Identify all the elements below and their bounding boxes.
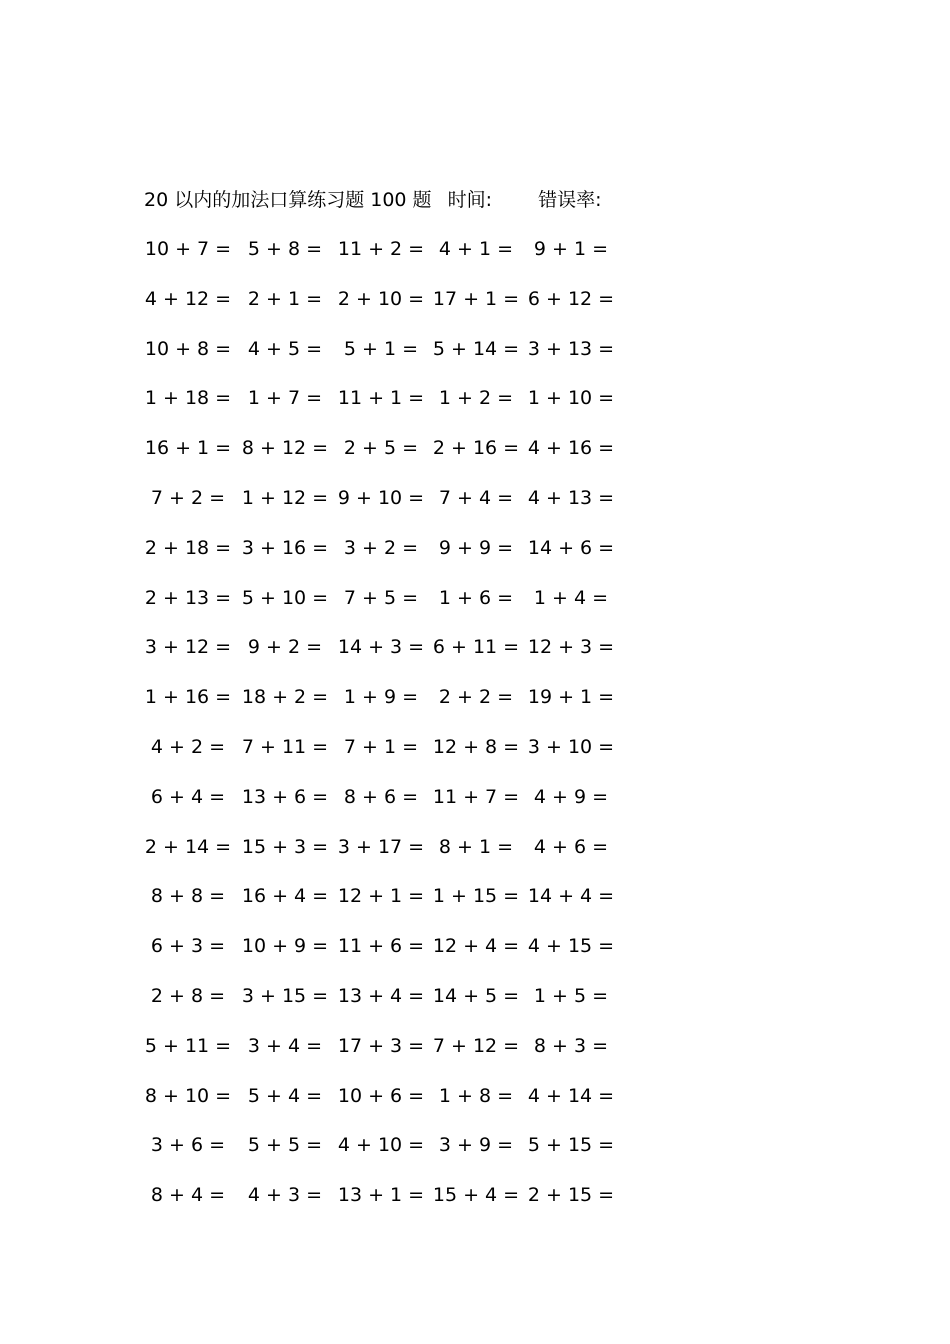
math-problem: 2 + 10 = — [337, 287, 425, 310]
math-problem: 3 + 12 = — [144, 636, 232, 659]
math-problem: 2 + 5 = — [343, 437, 419, 460]
math-problem: 1 + 8 = — [438, 1084, 514, 1107]
math-problem: 6 + 3 = — [150, 935, 226, 958]
math-problem: 12 + 4 = — [432, 935, 520, 958]
problem-row — [140, 1130, 620, 1180]
math-problem: 3 + 15 = — [241, 984, 329, 1007]
problem-row — [140, 981, 620, 1031]
math-problem: 1 + 7 = — [247, 387, 323, 410]
worksheet-header — [144, 186, 601, 214]
math-problem: 4 + 16 = — [527, 437, 615, 460]
math-problem: 18 + 2 = — [241, 686, 329, 709]
problem-row — [140, 732, 620, 782]
math-problem: 12 + 8 = — [432, 735, 520, 758]
problem-row — [140, 682, 620, 732]
math-problem: 12 + 3 = — [527, 636, 615, 659]
math-problem: 11 + 2 = — [337, 238, 425, 260]
math-problem: 4 + 3 = — [247, 1184, 323, 1207]
math-problem: 1 + 9 = — [343, 686, 419, 709]
math-problem: 9 + 10 = — [337, 486, 425, 509]
math-problem: 14 + 4 = — [527, 885, 615, 908]
math-problem: 5 + 15 = — [527, 1134, 615, 1157]
math-problem: 1 + 6 = — [438, 586, 514, 609]
math-problem: 6 + 11 = — [432, 636, 520, 659]
math-problem: 11 + 6 = — [337, 935, 425, 958]
math-problem: 3 + 4 = — [247, 1034, 323, 1057]
math-problem: 3 + 2 = — [343, 536, 419, 559]
math-problem: 3 + 10 = — [527, 735, 615, 758]
problem-row — [140, 1031, 620, 1081]
math-problem: 2 + 8 = — [150, 984, 226, 1007]
math-problem: 10 + 9 = — [241, 935, 329, 958]
math-problem: 7 + 2 = — [150, 486, 226, 509]
math-problem: 2 + 15 = — [527, 1184, 615, 1207]
problem-row — [140, 832, 620, 882]
math-problem: 13 + 1 = — [337, 1184, 425, 1207]
math-problem: 8 + 1 = — [438, 835, 514, 858]
math-problem: 1 + 16 = — [144, 686, 232, 709]
math-problem: 11 + 1 = — [337, 387, 425, 410]
math-problem: 8 + 10 = — [144, 1084, 232, 1107]
math-problem: 12 + 1 = — [337, 885, 425, 908]
time-label: 时间: — [447, 189, 493, 211]
problem-row — [140, 881, 620, 931]
math-problem: 2 + 14 = — [144, 835, 232, 858]
math-problem: 13 + 4 = — [337, 984, 425, 1007]
math-problem: 9 + 1 = — [533, 238, 609, 260]
problem-row — [140, 782, 620, 832]
math-problem: 15 + 3 = — [241, 835, 329, 858]
math-problem: 10 + 6 = — [337, 1084, 425, 1107]
math-problem: 5 + 4 = — [247, 1084, 323, 1107]
math-problem: 4 + 5 = — [247, 337, 323, 360]
math-problem: 3 + 16 = — [241, 536, 329, 559]
math-problem: 8 + 6 = — [343, 785, 419, 808]
math-problem: 14 + 3 = — [337, 636, 425, 659]
math-problem: 7 + 1 = — [343, 735, 419, 758]
math-problem: 2 + 13 = — [144, 586, 232, 609]
problem-row — [140, 234, 620, 284]
problem-row — [140, 583, 620, 633]
math-problem: 5 + 8 = — [247, 238, 323, 260]
math-problem: 1 + 15 = — [432, 885, 520, 908]
math-problem: 1 + 4 = — [533, 586, 609, 609]
math-problem: 14 + 6 = — [527, 536, 615, 559]
math-problem: 3 + 9 = — [438, 1134, 514, 1157]
math-problem: 4 + 1 = — [438, 238, 514, 260]
math-problem: 4 + 13 = — [527, 486, 615, 509]
math-problem: 1 + 5 = — [533, 984, 609, 1007]
math-problem: 17 + 3 = — [337, 1034, 425, 1057]
problem-row — [140, 533, 620, 583]
math-problem: 4 + 10 = — [337, 1134, 425, 1157]
problem-row — [140, 1180, 620, 1230]
math-problem: 5 + 1 = — [343, 337, 419, 360]
math-problem: 5 + 5 = — [247, 1134, 323, 1157]
problem-row — [140, 284, 620, 334]
problem-row — [140, 1081, 620, 1131]
error-rate-label: 错误率: — [538, 189, 602, 211]
math-problem: 4 + 12 = — [144, 287, 232, 310]
math-problem: 1 + 10 = — [527, 387, 615, 410]
math-problem: 3 + 17 = — [337, 835, 425, 858]
math-problem: 4 + 6 = — [533, 835, 609, 858]
math-problem: 8 + 8 = — [150, 885, 226, 908]
math-problem: 3 + 13 = — [527, 337, 615, 360]
problem-row — [140, 931, 620, 981]
math-problem: 1 + 18 = — [144, 387, 232, 410]
problem-row — [140, 483, 620, 533]
problem-grid — [140, 234, 620, 1230]
math-problem: 7 + 12 = — [432, 1034, 520, 1057]
math-problem: 15 + 4 = — [432, 1184, 520, 1207]
math-problem: 6 + 4 = — [150, 785, 226, 808]
math-problem: 2 + 1 = — [247, 287, 323, 310]
math-problem: 19 + 1 = — [527, 686, 615, 709]
math-problem: 9 + 2 = — [247, 636, 323, 659]
math-problem: 17 + 1 = — [432, 287, 520, 310]
math-problem: 1 + 2 = — [438, 387, 514, 410]
math-problem: 7 + 4 = — [438, 486, 514, 509]
math-problem: 11 + 7 = — [432, 785, 520, 808]
math-problem: 10 + 7 = — [144, 238, 232, 260]
math-problem: 2 + 16 = — [432, 437, 520, 460]
math-problem: 4 + 14 = — [527, 1084, 615, 1107]
worksheet-title: 20 以内的加法口算练习题 100 题 — [144, 189, 432, 211]
math-problem: 1 + 12 = — [241, 486, 329, 509]
math-problem: 9 + 9 = — [438, 536, 514, 559]
math-problem: 5 + 10 = — [241, 586, 329, 609]
math-problem: 7 + 5 = — [343, 586, 419, 609]
math-problem: 4 + 2 = — [150, 735, 226, 758]
math-problem: 3 + 6 = — [150, 1134, 226, 1157]
math-problem: 10 + 8 = — [144, 337, 232, 360]
math-problem: 5 + 14 = — [432, 337, 520, 360]
math-problem: 8 + 12 = — [241, 437, 329, 460]
math-problem: 4 + 15 = — [527, 935, 615, 958]
problem-row — [140, 632, 620, 682]
math-problem: 8 + 3 = — [533, 1034, 609, 1057]
math-problem: 7 + 11 = — [241, 735, 329, 758]
problem-row — [140, 433, 620, 483]
math-problem: 2 + 2 = — [438, 686, 514, 709]
math-problem: 2 + 18 = — [144, 536, 232, 559]
math-problem: 16 + 1 = — [144, 437, 232, 460]
math-problem: 13 + 6 = — [241, 785, 329, 808]
problem-row — [140, 383, 620, 433]
math-problem: 14 + 5 = — [432, 984, 520, 1007]
problem-row — [140, 334, 620, 384]
math-problem: 4 + 9 = — [533, 785, 609, 808]
math-problem: 16 + 4 = — [241, 885, 329, 908]
math-problem: 8 + 4 = — [150, 1184, 226, 1207]
math-problem: 6 + 12 = — [527, 287, 615, 310]
math-problem: 5 + 11 = — [144, 1034, 232, 1057]
